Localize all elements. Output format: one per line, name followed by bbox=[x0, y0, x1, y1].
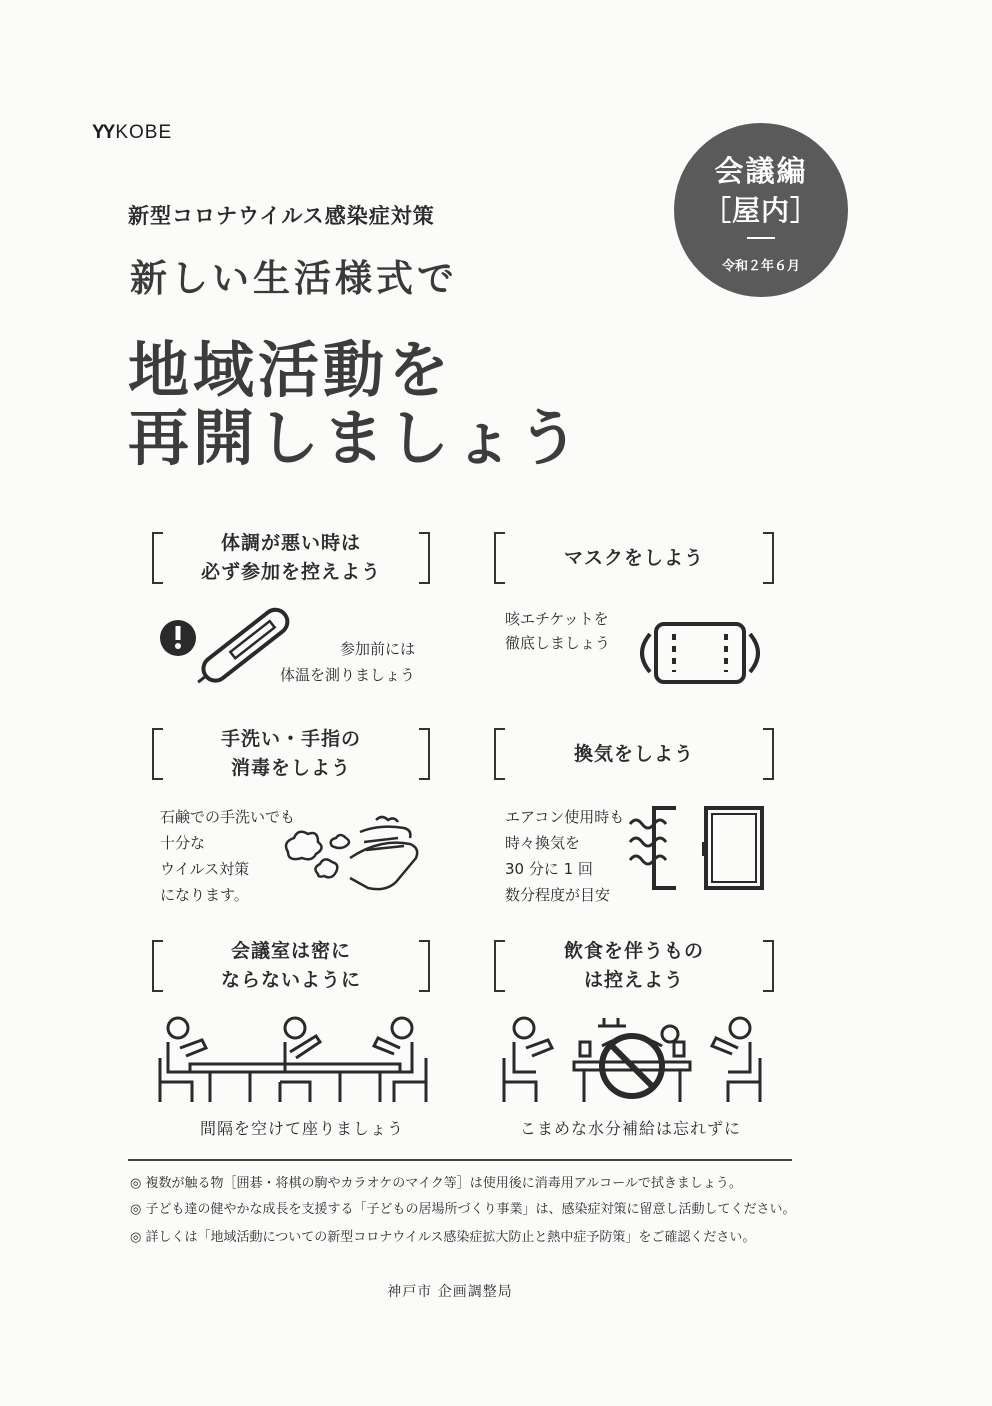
category-badge bbox=[674, 123, 848, 297]
food-heading-line-1: 飲食を伴うもの bbox=[563, 940, 704, 962]
mask-heading-text: マスクをしよう bbox=[563, 546, 704, 569]
handwash-text-line-2: 十分な bbox=[160, 834, 206, 852]
meeting-room-heading-line-1: 会議室は密に bbox=[230, 940, 351, 962]
health-text-line-1: 参加前には bbox=[340, 640, 416, 658]
meeting-room-heading-line-2: ならないように bbox=[220, 969, 361, 991]
ventilation-heading-text: 換気をしよう bbox=[573, 742, 694, 765]
health-text-line-2: 体温を測りましょう bbox=[280, 666, 416, 684]
handwash-heading-line-1: 手洗い・手指の bbox=[220, 728, 361, 750]
badge-date: 令和２年６月 bbox=[721, 259, 800, 274]
notes-divider bbox=[128, 1159, 792, 1161]
kobe-logo-text: KOBE bbox=[115, 122, 173, 143]
ventilation-text-line-2: 時々換気を bbox=[505, 834, 581, 852]
ventilation-text-line-4: 数分程度が目安 bbox=[505, 886, 611, 904]
title-line-2: 地域活動を bbox=[128, 335, 454, 406]
mask-icon bbox=[632, 620, 768, 686]
kobe-logo bbox=[92, 122, 172, 144]
note-1: ◎ 複数が触る物［囲碁・将棋の駒やカラオケのマイク等］は使用後に消毒用アルコールで拭きましょう。 bbox=[130, 1176, 742, 1191]
food-heading bbox=[494, 940, 774, 992]
mask-text-line-1: 咳エチケットを bbox=[505, 610, 609, 628]
note-2: ◎ 子ども達の健やかな成長を支援する「子どもの居場所づくり事業」は、感染症対策に留意し活動してください。 bbox=[130, 1202, 796, 1217]
no-food-icon bbox=[494, 1012, 770, 1104]
footer-department: 神戸市 企画調整局 bbox=[387, 1284, 513, 1300]
food-caption: こまめな水分補給は忘れずに bbox=[520, 1119, 742, 1138]
mask-text-line-2: 徹底しましょう bbox=[505, 634, 611, 652]
thermometer-icon bbox=[156, 606, 296, 684]
meeting-room-caption: 間隔を空けて座りましょう bbox=[200, 1119, 405, 1138]
ventilation-text-line-1: エアコン使用時も bbox=[505, 808, 625, 826]
health-heading bbox=[152, 532, 430, 584]
health-heading-line-2: 必ず参加を控えよう bbox=[200, 561, 381, 583]
kobe-logo-mark: ΥΥ bbox=[92, 122, 114, 143]
handwash-heading bbox=[152, 728, 430, 780]
mask-heading bbox=[494, 532, 774, 584]
spaced-meeting-icon bbox=[150, 1012, 440, 1104]
subtitle: 新型コロナウイルス感染症対策 bbox=[128, 204, 435, 228]
badge-divider bbox=[747, 237, 775, 239]
ventilation-text bbox=[505, 804, 624, 908]
health-heading-line-1: 体調が悪い時は bbox=[220, 532, 361, 554]
handwash-text-line-4: になります。 bbox=[160, 886, 249, 904]
food-heading-line-2: は控えよう bbox=[583, 969, 684, 991]
meeting-room-heading bbox=[152, 940, 430, 992]
soap-hands-icon bbox=[280, 812, 430, 892]
window-ventilation-icon bbox=[628, 804, 768, 892]
handwash-text bbox=[160, 804, 295, 908]
handwash-text-line-1: 石鹸での手洗いでも bbox=[160, 808, 296, 826]
ventilation-heading bbox=[494, 728, 774, 780]
title-line-3: 再開しましょう bbox=[128, 403, 584, 474]
note-3: ◎ 詳しくは「地域活動についての新型コロナウイルス感染症拡大防止と熱中症予防策」をご確認ください。 bbox=[130, 1230, 756, 1245]
badge-line-2: ［屋内］ bbox=[702, 194, 819, 227]
handwash-text-line-3: ウイルス対策 bbox=[160, 860, 250, 878]
title-line-1: 新しい生活様式で bbox=[130, 257, 458, 300]
ventilation-text-line-3: 30 分に 1 回 bbox=[505, 860, 593, 878]
badge-line-1: 会議編 bbox=[714, 154, 808, 188]
handwash-heading-line-2: 消毒をしよう bbox=[230, 757, 351, 779]
